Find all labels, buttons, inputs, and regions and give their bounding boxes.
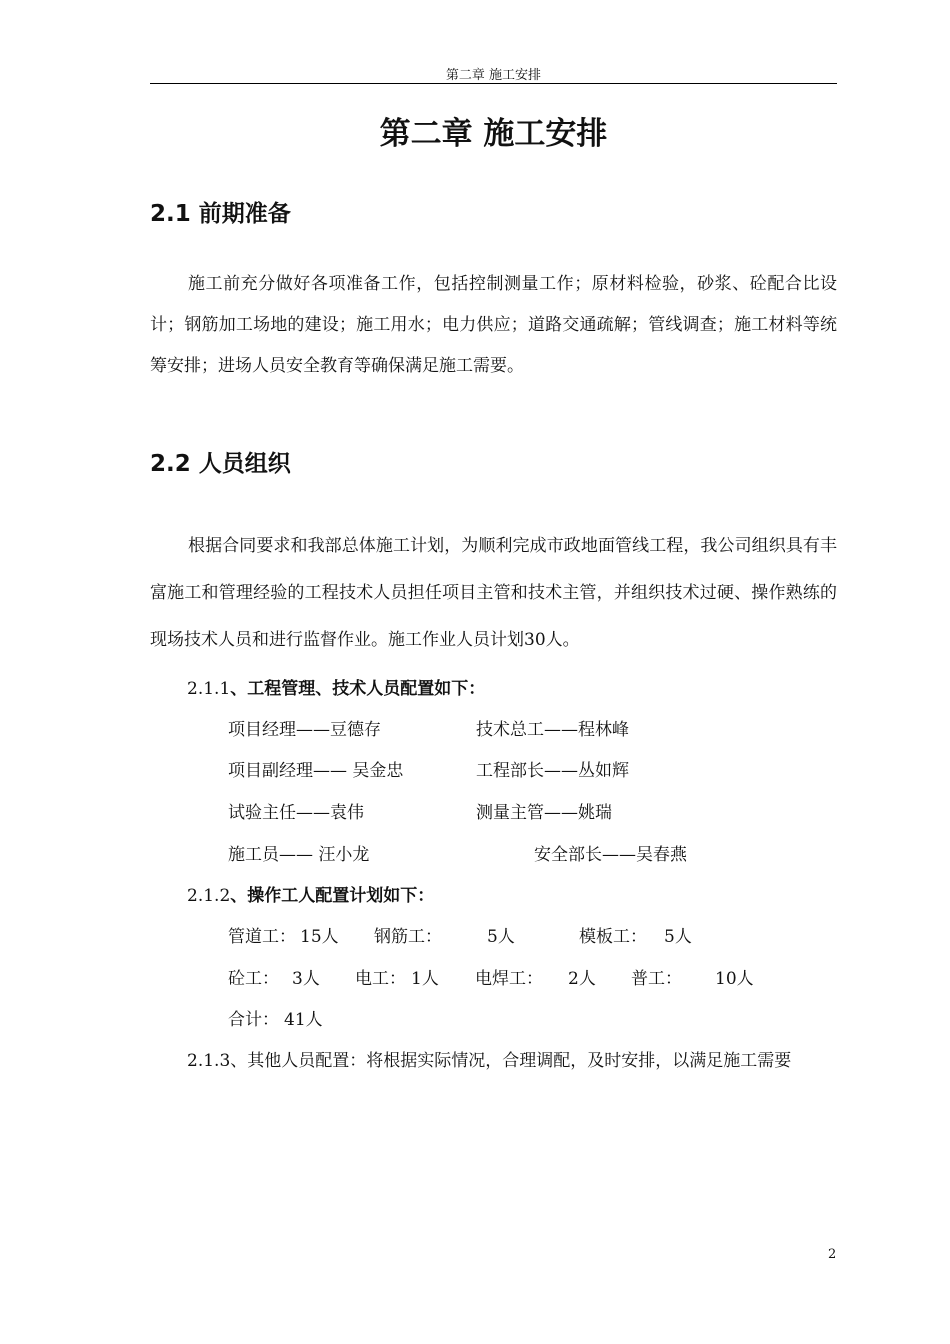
subsection-2-1-1-heading — [187, 674, 485, 699]
staff-item: 安全部长——吴春燕 — [534, 845, 687, 865]
worker-count: 5人 — [664, 927, 692, 947]
worker-count: 2人 — [568, 969, 596, 989]
worker-count: 15人 — [300, 927, 339, 947]
worker-total-label: 合计： — [228, 1010, 279, 1030]
subsection-title: 、操作工人配置计划如下： — [230, 886, 435, 906]
subsection-number: 2.1.2 — [187, 886, 231, 906]
staff-item: 测量主管——姚瑞 — [476, 803, 612, 823]
staff-item: 项目副经理—— 吴金忠 — [228, 761, 404, 781]
subsection-2-1-2-heading — [187, 881, 434, 906]
subsection-text: 、其他人员配置：将根据实际情况，合理调配，及时安排，以满足施工需要 — [230, 1051, 792, 1071]
worker-count: 5人 — [487, 927, 515, 947]
subsection-number: 2.1.3 — [187, 1051, 231, 1071]
staff-item: 施工员—— 汪小龙 — [228, 845, 370, 865]
section-heading-2-2: 2.2 人员组织 — [150, 451, 291, 477]
staff-item: 试验主任——袁伟 — [228, 803, 364, 823]
chapter-title: 第二章 施工安排 — [379, 116, 608, 152]
worker-count: 3人 — [292, 969, 320, 989]
staff-item: 技术总工——程林峰 — [476, 720, 629, 740]
section-heading-2-1: 2.1 前期准备 — [150, 201, 291, 227]
worker-count: 1人 — [411, 969, 439, 989]
subsection-2-1-3 — [187, 1046, 791, 1071]
header-rule — [150, 83, 837, 84]
worker-label: 电焊工： — [475, 969, 543, 989]
section-2-2-paragraph: 根据合同要求和我部总体施工计划，为顺利完成市政地面管线工程，我公司组织具有丰富施工和管理经验的工程技术人员担任项目主管和技术主管，并组织技术过硬、操作熟练的现场技术人员和进行监督作业。施工作业人员计划30人。 — [150, 536, 837, 650]
page-number: 2 — [828, 1247, 837, 1262]
subsection-title: 、工程管理、技术人员配置如下： — [230, 679, 486, 699]
worker-count: 10人 — [715, 969, 754, 989]
staff-item: 工程部长——丛如辉 — [476, 761, 629, 781]
staff-item: 项目经理——豆德存 — [228, 720, 381, 740]
worker-label: 模板工： — [579, 927, 647, 947]
subsection-number: 2.1.1 — [187, 679, 231, 699]
worker-label: 管道工： — [228, 927, 296, 947]
worker-label: 砼工： — [228, 969, 279, 989]
worker-label: 电工： — [355, 969, 406, 989]
section-2-1-paragraph: 施工前充分做好各项准备工作，包括控制测量工作；原材料检验，砂浆、砼配合比设计；钢筋加工场地的建设；施工用水；电力供应；道路交通疏解；管线调查；施工材料等统筹安排；进场人员安全教育等确保满足施工需要。 — [150, 274, 837, 376]
running-header: 第二章 施工安排 — [445, 68, 542, 83]
worker-label: 钢筋工： — [374, 927, 442, 947]
worker-total-count: 41人 — [284, 1010, 323, 1030]
worker-label: 普工： — [631, 969, 682, 989]
